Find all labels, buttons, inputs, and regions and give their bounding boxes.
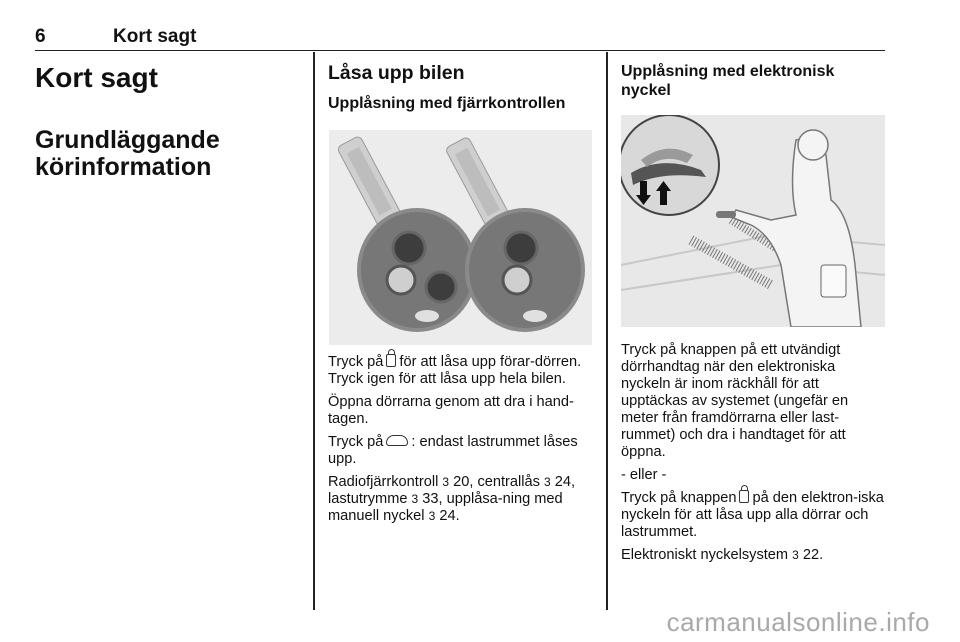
page-number: 6 [35, 26, 46, 47]
column-divider-2 [606, 52, 608, 610]
section-title: Grundläggande körinformation [35, 126, 220, 181]
page-header [35, 22, 885, 51]
remote-paragraph-4: Radiofjärrkontroll 3 20, centrallås 3 24, lastutrymme 3 33, upplåsa-ning med manuell nyckel 3 24. [328, 474, 576, 524]
column-1 [35, 62, 300, 181]
column-3 [621, 62, 885, 100]
running-title: Kort sagt [113, 26, 197, 47]
ekey-unlock-text [621, 342, 885, 570]
remote-paragraph-1: Tryck på för att låsa upp förar-dörren. Tryck igen för att låsa upp hela bilen. [328, 354, 582, 387]
page-ref-icon: 3 [792, 548, 799, 562]
page-ref-icon: 3 [411, 492, 419, 506]
column-2 [328, 62, 593, 113]
chapter-title: Kort sagt [35, 62, 158, 93]
electronic-key-figure [621, 115, 885, 327]
ekey-paragraph-1: Tryck på knappen på ett utvändigt dörrhandtag när den elektroniska nyckeln är inom räckhåll för att upptäckas av systemet (ungefär en meter från framdörrarna eller last-rummet) och dra i handtaget för att öppna. [621, 342, 849, 460]
car-icon [386, 435, 408, 446]
page-ref-icon: 3 [442, 475, 450, 489]
unlock-heading: Låsa upp bilen [328, 62, 465, 84]
watermark: carmanualsonline.info [666, 607, 930, 637]
page-ref-icon: 3 [544, 475, 551, 489]
ekey-unlock-heading: Upplåsning med elektronisk nyckel [621, 63, 835, 99]
unlock-icon [386, 354, 396, 367]
remote-paragraph-2: Öppna dörrarna genom att dra i hand-tagen. [328, 394, 574, 427]
column-divider-1 [313, 52, 315, 610]
ekey-paragraph-2: - eller - [621, 467, 667, 483]
key-card-pocket [821, 265, 846, 297]
ekey-paragraph-4: Elektroniskt nyckelsystem 3 22. [621, 547, 824, 563]
ekey-paragraph-3: Tryck på knappen på den elektron-iska nyckeln för att låsa upp alla dörrar och lastrummet. [621, 490, 884, 540]
page-ref-icon: 3 [428, 509, 436, 523]
remote-unlock-heading: Upplåsning med fjärrkontrollen [328, 95, 566, 112]
remote-paragraph-3: Tryck på : endast lastrummet låses upp. [328, 434, 578, 467]
unlock-icon [739, 490, 749, 503]
remote-unlock-text [328, 354, 592, 531]
remote-keys-figure [329, 130, 592, 345]
